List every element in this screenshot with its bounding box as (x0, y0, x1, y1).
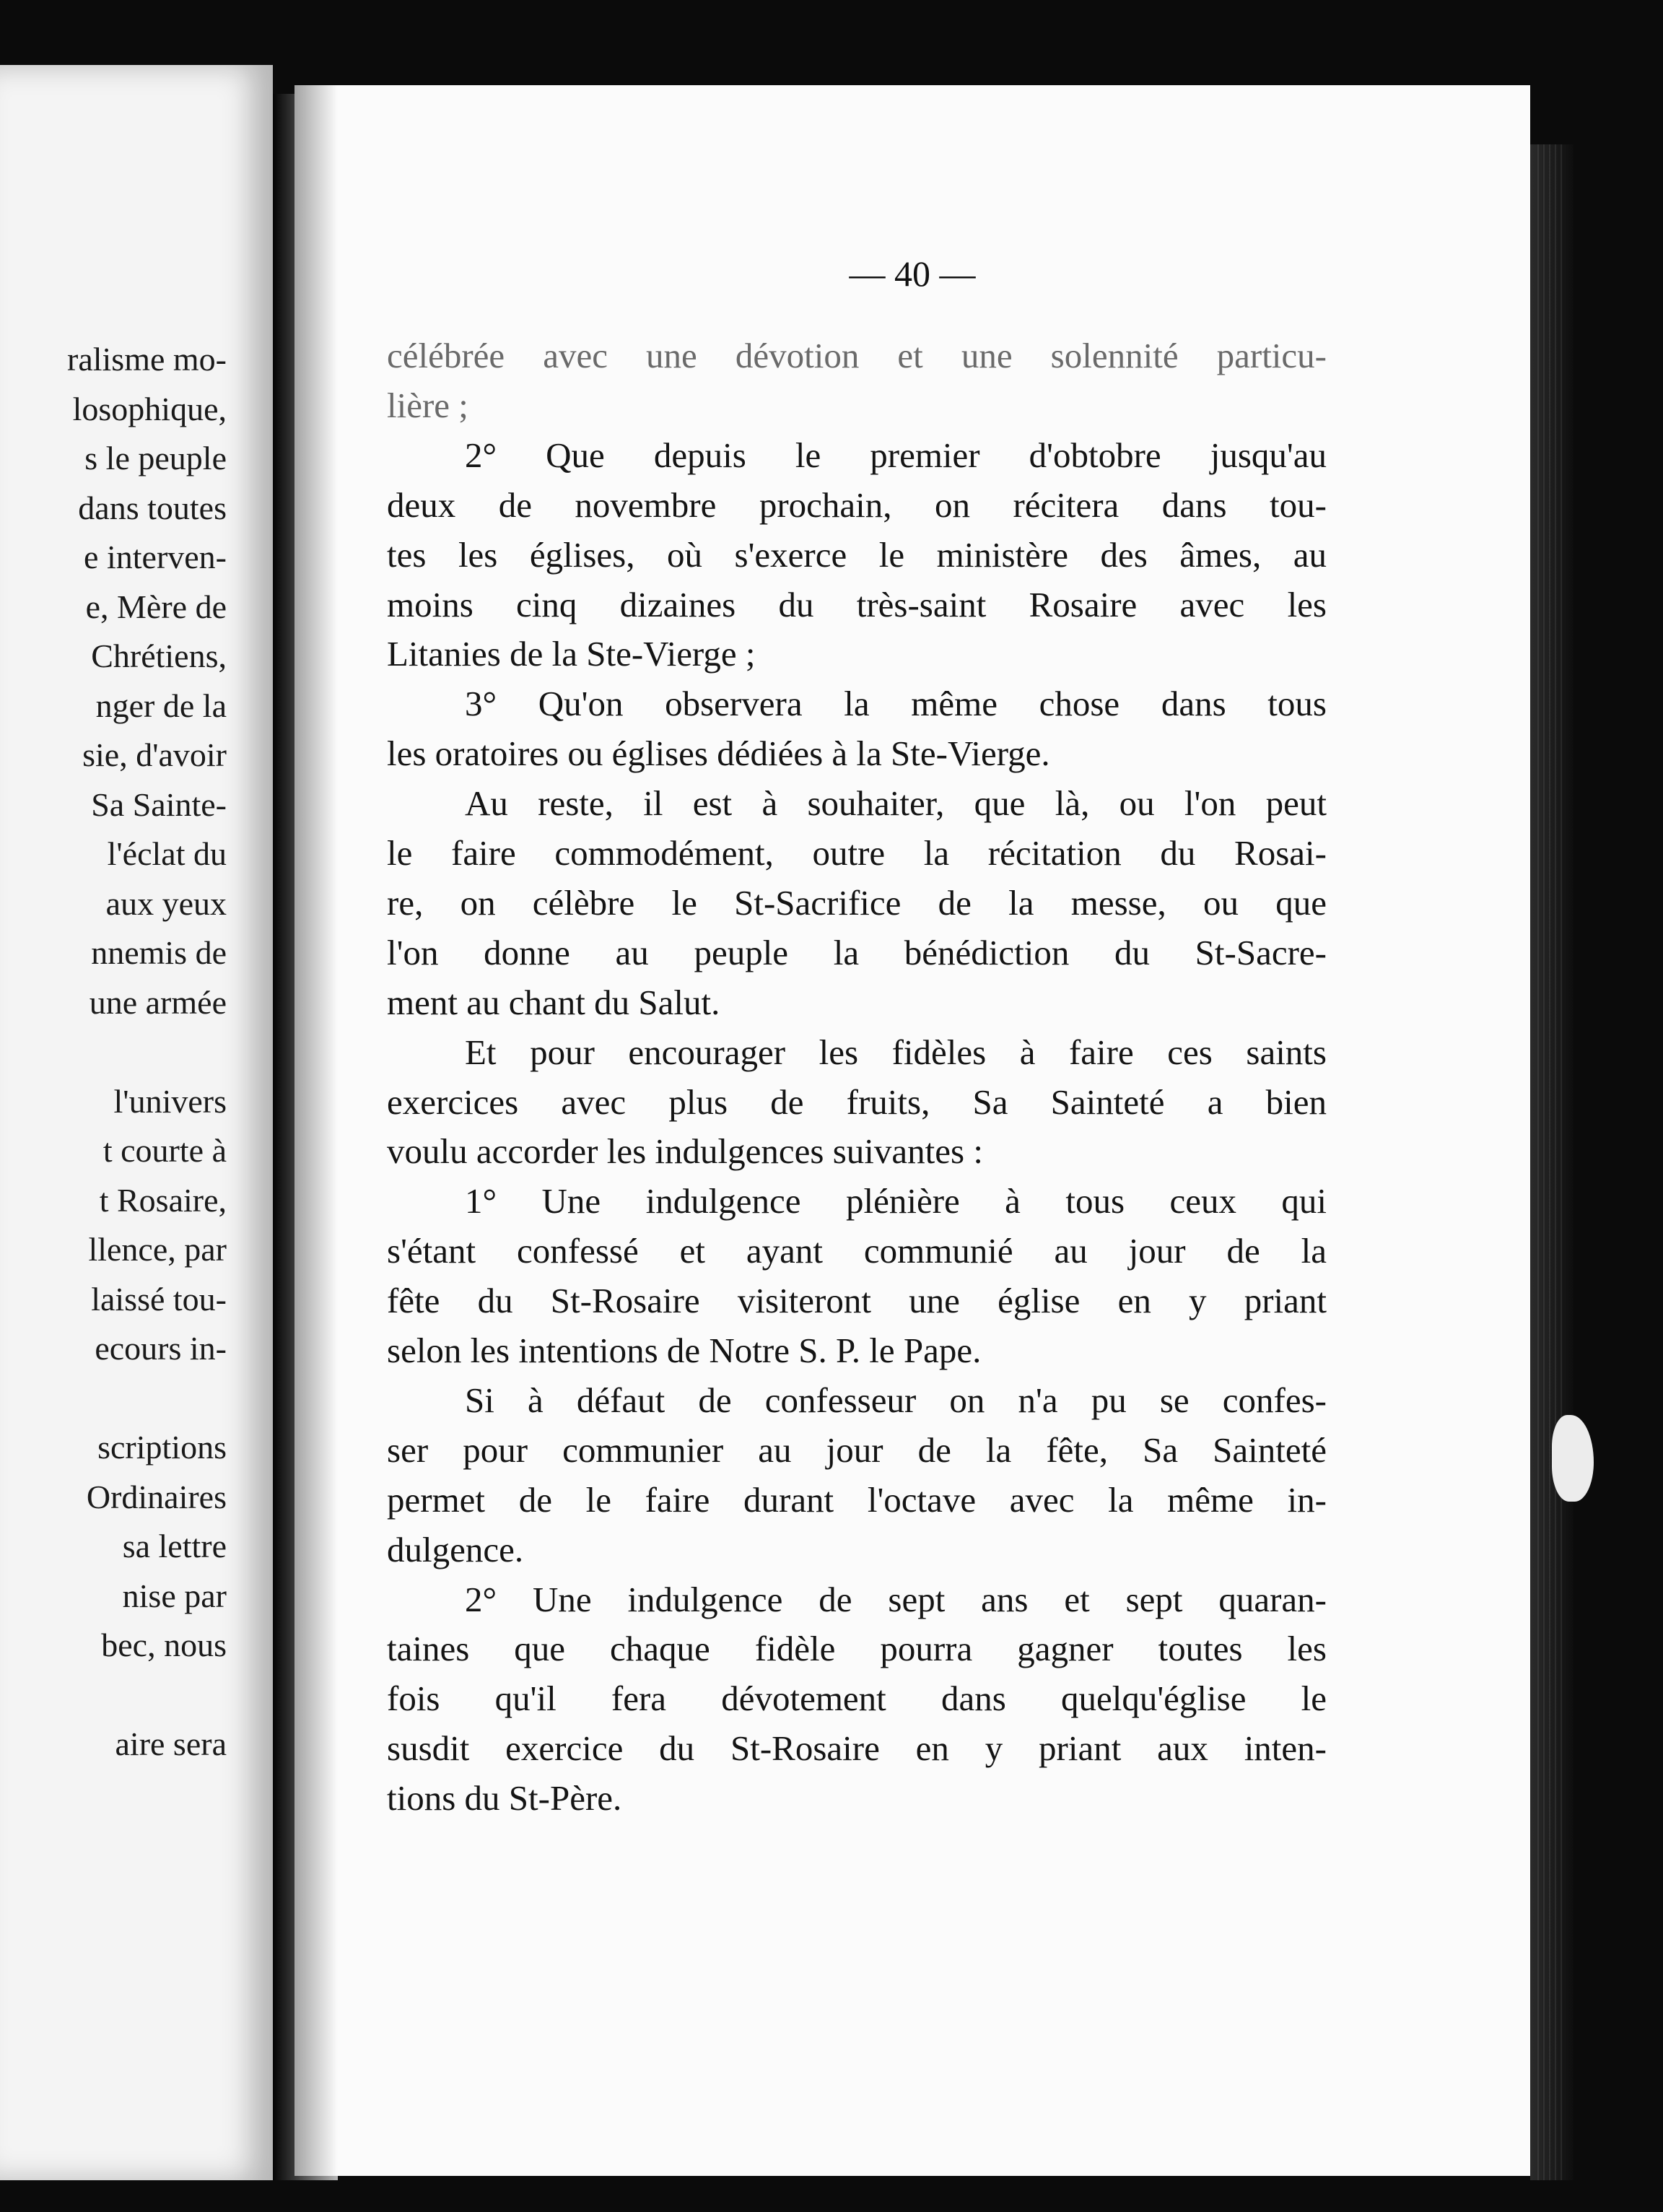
text-line: exercices avec plus de fruits, Sa Sainteté a bien (387, 1081, 1327, 1122)
text-line: 1° Une indulgence plénière à tous ceux qui (465, 1181, 1327, 1222)
text-line: Et pour encourager les fidèles à faire ces saints (465, 1032, 1327, 1072)
left-page-line: ralisme mo- (67, 341, 227, 378)
left-page-line: llence, par (88, 1231, 227, 1268)
left-page-line: scriptions (97, 1429, 227, 1466)
left-facing-page (0, 65, 273, 2180)
page-edges (1537, 144, 1566, 2180)
text-line: selon les intentions de Notre S. P. le Pape. (387, 1331, 982, 1370)
text-line: re, on célèbre le St-Sacrifice de la messe, ou que (387, 882, 1327, 923)
left-page-line: Sa Sainte- (91, 785, 227, 823)
text-line: lière ; (387, 385, 468, 425)
left-page-line: aux yeux (105, 884, 227, 922)
page-number: — 40 — (849, 253, 976, 294)
text-line: tions du St-Père. (387, 1778, 622, 1819)
text-line: 3° Qu'on observera la même chose dans tous (465, 684, 1327, 724)
left-page-line: t courte à (102, 1132, 227, 1169)
text-line: s'étant confessé et ayant communié au jour de la (387, 1231, 1327, 1271)
text-line: ment au chant du Salut. (387, 982, 720, 1022)
left-page-line: nger de la (95, 687, 227, 724)
text-line: voulu accorder les indulgences suivantes : (387, 1131, 983, 1172)
left-page-line: nise par (122, 1577, 227, 1614)
left-page-line: Chrétiens, (91, 637, 227, 674)
paper-damage-spot (1552, 1415, 1594, 1502)
text-line: 2° Que depuis le premier d'obtobre jusqu'au (465, 435, 1327, 475)
text-line: moins cinq dizaines du très-saint Rosaire avec les (387, 584, 1327, 624)
left-page-line: t Rosaire, (99, 1181, 227, 1219)
left-page-line: losophique, (72, 390, 227, 427)
left-page-line: bec, nous (101, 1627, 227, 1663)
text-line: dulgence. (387, 1529, 524, 1569)
right-page (294, 85, 1530, 2176)
text-line: le faire commodément, outre la récitation du Rosai- (387, 833, 1327, 873)
text-line: taines que chaque fidèle pourra gagner toutes les (387, 1629, 1327, 1669)
text-line: permet de le faire durant l'octave avec la même in- (387, 1479, 1327, 1520)
text-line: fois qu'il fera dévotement dans quelqu'église le (387, 1678, 1327, 1719)
text-line: ser pour communier au jour de la fête, Sa Sainteté (387, 1429, 1327, 1470)
text-line: fête du St-Rosaire visiteront une église en y priant (387, 1281, 1327, 1321)
text-line: célébrée avec une dévotion et une solennité particu- (387, 336, 1327, 375)
left-page-line: e, Mère de (85, 588, 227, 625)
text-line: Au reste, il est à souhaiter, que là, ou l'on peut (465, 783, 1327, 824)
text-line: Litanies de la Ste-Vierge ; (387, 634, 756, 674)
left-page-line: une armée (89, 983, 227, 1021)
left-page-line: l'univers (113, 1082, 227, 1120)
left-page-line: laissé tou- (91, 1280, 227, 1318)
left-page-line: Ordinaires (86, 1478, 227, 1515)
left-page-line: aire sera (115, 1725, 227, 1762)
left-page-line: nnemis de (91, 934, 227, 971)
text-line: tes les églises, où s'exerce le ministère des âmes, au (387, 534, 1327, 575)
text-line: les oratoires ou églises dédiées à la Ste-Vierge. (387, 733, 1050, 774)
text-line: l'on donne au peuple la bénédiction du St-Sacre- (387, 932, 1327, 972)
left-page-line: dans toutes (78, 489, 227, 526)
left-page-line: s le peuple (84, 440, 227, 476)
text-line: Si à défaut de confesseur on n'a pu se confes- (465, 1380, 1327, 1420)
text-line: susdit exercice du St-Rosaire en y priant aux inten- (387, 1728, 1327, 1769)
left-page-line: ecours in- (95, 1330, 227, 1367)
text-line: deux de novembre prochain, on récitera dans tou- (387, 484, 1327, 525)
left-page-line: e interven- (84, 539, 227, 575)
left-page-line: sie, d'avoir (82, 736, 227, 773)
left-page-line: sa lettre (122, 1528, 227, 1564)
left-page-line: l'éclat du (107, 835, 227, 872)
text-line: 2° Une indulgence de sept ans et sept quaran- (465, 1579, 1327, 1619)
